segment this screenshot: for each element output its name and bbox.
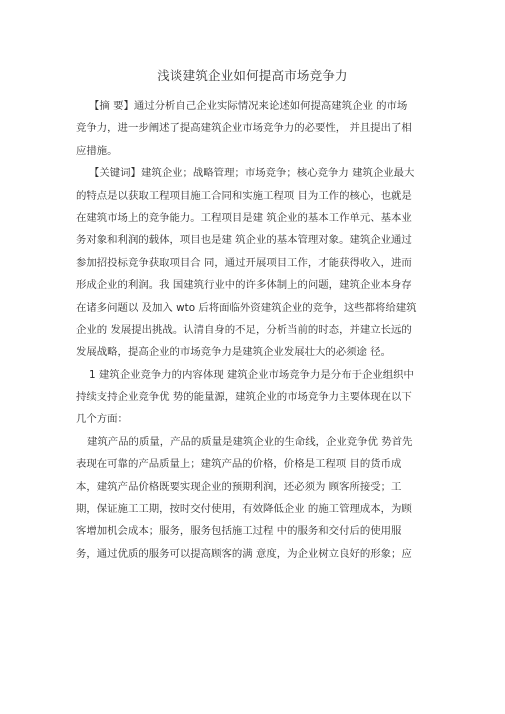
paragraph-line-3: 本，建筑产品价格既要实现企业的预期利润，还必须为 顾客所接受；工 [76, 480, 402, 493]
keywords-line-5: 参加招投标竞争获取项目合 同，通过开展项目工作，才能获得收入，进而 [76, 256, 412, 269]
section1-line-1: 1 建筑企业竞争力的内容体现 建筑企业市场竞争力是分布于企业组织中 [89, 368, 414, 381]
keywords-line-3: 在建筑市场上的竞争能力。工程项目是建 筑企业的基本工作单元、基本业 [76, 211, 412, 224]
keywords-line-7: 在诸多问题以 及加入 wto 后将面临外资建筑企业的竞争，这些都将给建筑 [76, 301, 417, 314]
keywords-line-2: 的特点是以获取工程项目施工合同和实施工程项 目为工作的核心，也就是 [76, 189, 412, 202]
document-body [76, 95, 438, 565]
paragraph-line-2: 表现在可靠的产品质量上；建筑产品的价格，价格是工程项 目的货币成 [76, 458, 402, 471]
paragraph-line-5: 客增加机会成本；服务，服务包括施工过程 中的服务和交付后的使用服 [76, 525, 402, 538]
keywords-line-8: 企业的 发展提出挑战。认清自身的不足，分析当前的时态，并建立长远的 [76, 323, 412, 336]
paragraph-line-1: 建筑产品的质量，产品的质量是建筑企业的生命线，企业竞争优 势首先 [87, 435, 413, 448]
section1-line-2: 持续支持企业竞争优 势的能量源，建筑企业的市场竞争力主要体现在以下 [76, 391, 412, 404]
abstract-line-1: 【摘 要】通过分析自己企业实际情况来论述如何提高建筑企业 的市场 [89, 100, 408, 112]
abstract-line-3: 应措施。 [76, 144, 118, 157]
document-title: 浅谈建筑企业如何提高市场竞争力 [157, 68, 348, 83]
paragraph-line-4: 期，保证施工工期，按时交付使用，有效降低企业 的施工管理成本，为顾 [76, 503, 412, 516]
keywords-line-9: 发展战略，提高企业的市场竞争力是建筑企业发展壮大的必须途 径。 [76, 346, 392, 359]
keywords-line-1: 【关键词】建筑企业；战略管理；市场竞争；核心竞争力 建筑企业最大 [89, 167, 415, 180]
keywords-line-4: 务对象和利润的载体，项目也是建 筑企业的基本管理对象。建筑企业通过 [76, 234, 412, 247]
keywords-line-6: 形成企业的利润。我 国建筑行业中的许多体制上的问题，建筑企业本身存 [76, 279, 412, 292]
abstract-line-2: 竞争力，进一步阐述了提高建筑企业市场竞争力的必要性， 并且提出了相 [76, 122, 412, 135]
paragraph-line-6: 务，通过优质的服务可以提高顾客的满 意度，为企业树立良好的形象；应 [76, 547, 412, 560]
section1-line-3: 几个方面： [76, 413, 128, 426]
